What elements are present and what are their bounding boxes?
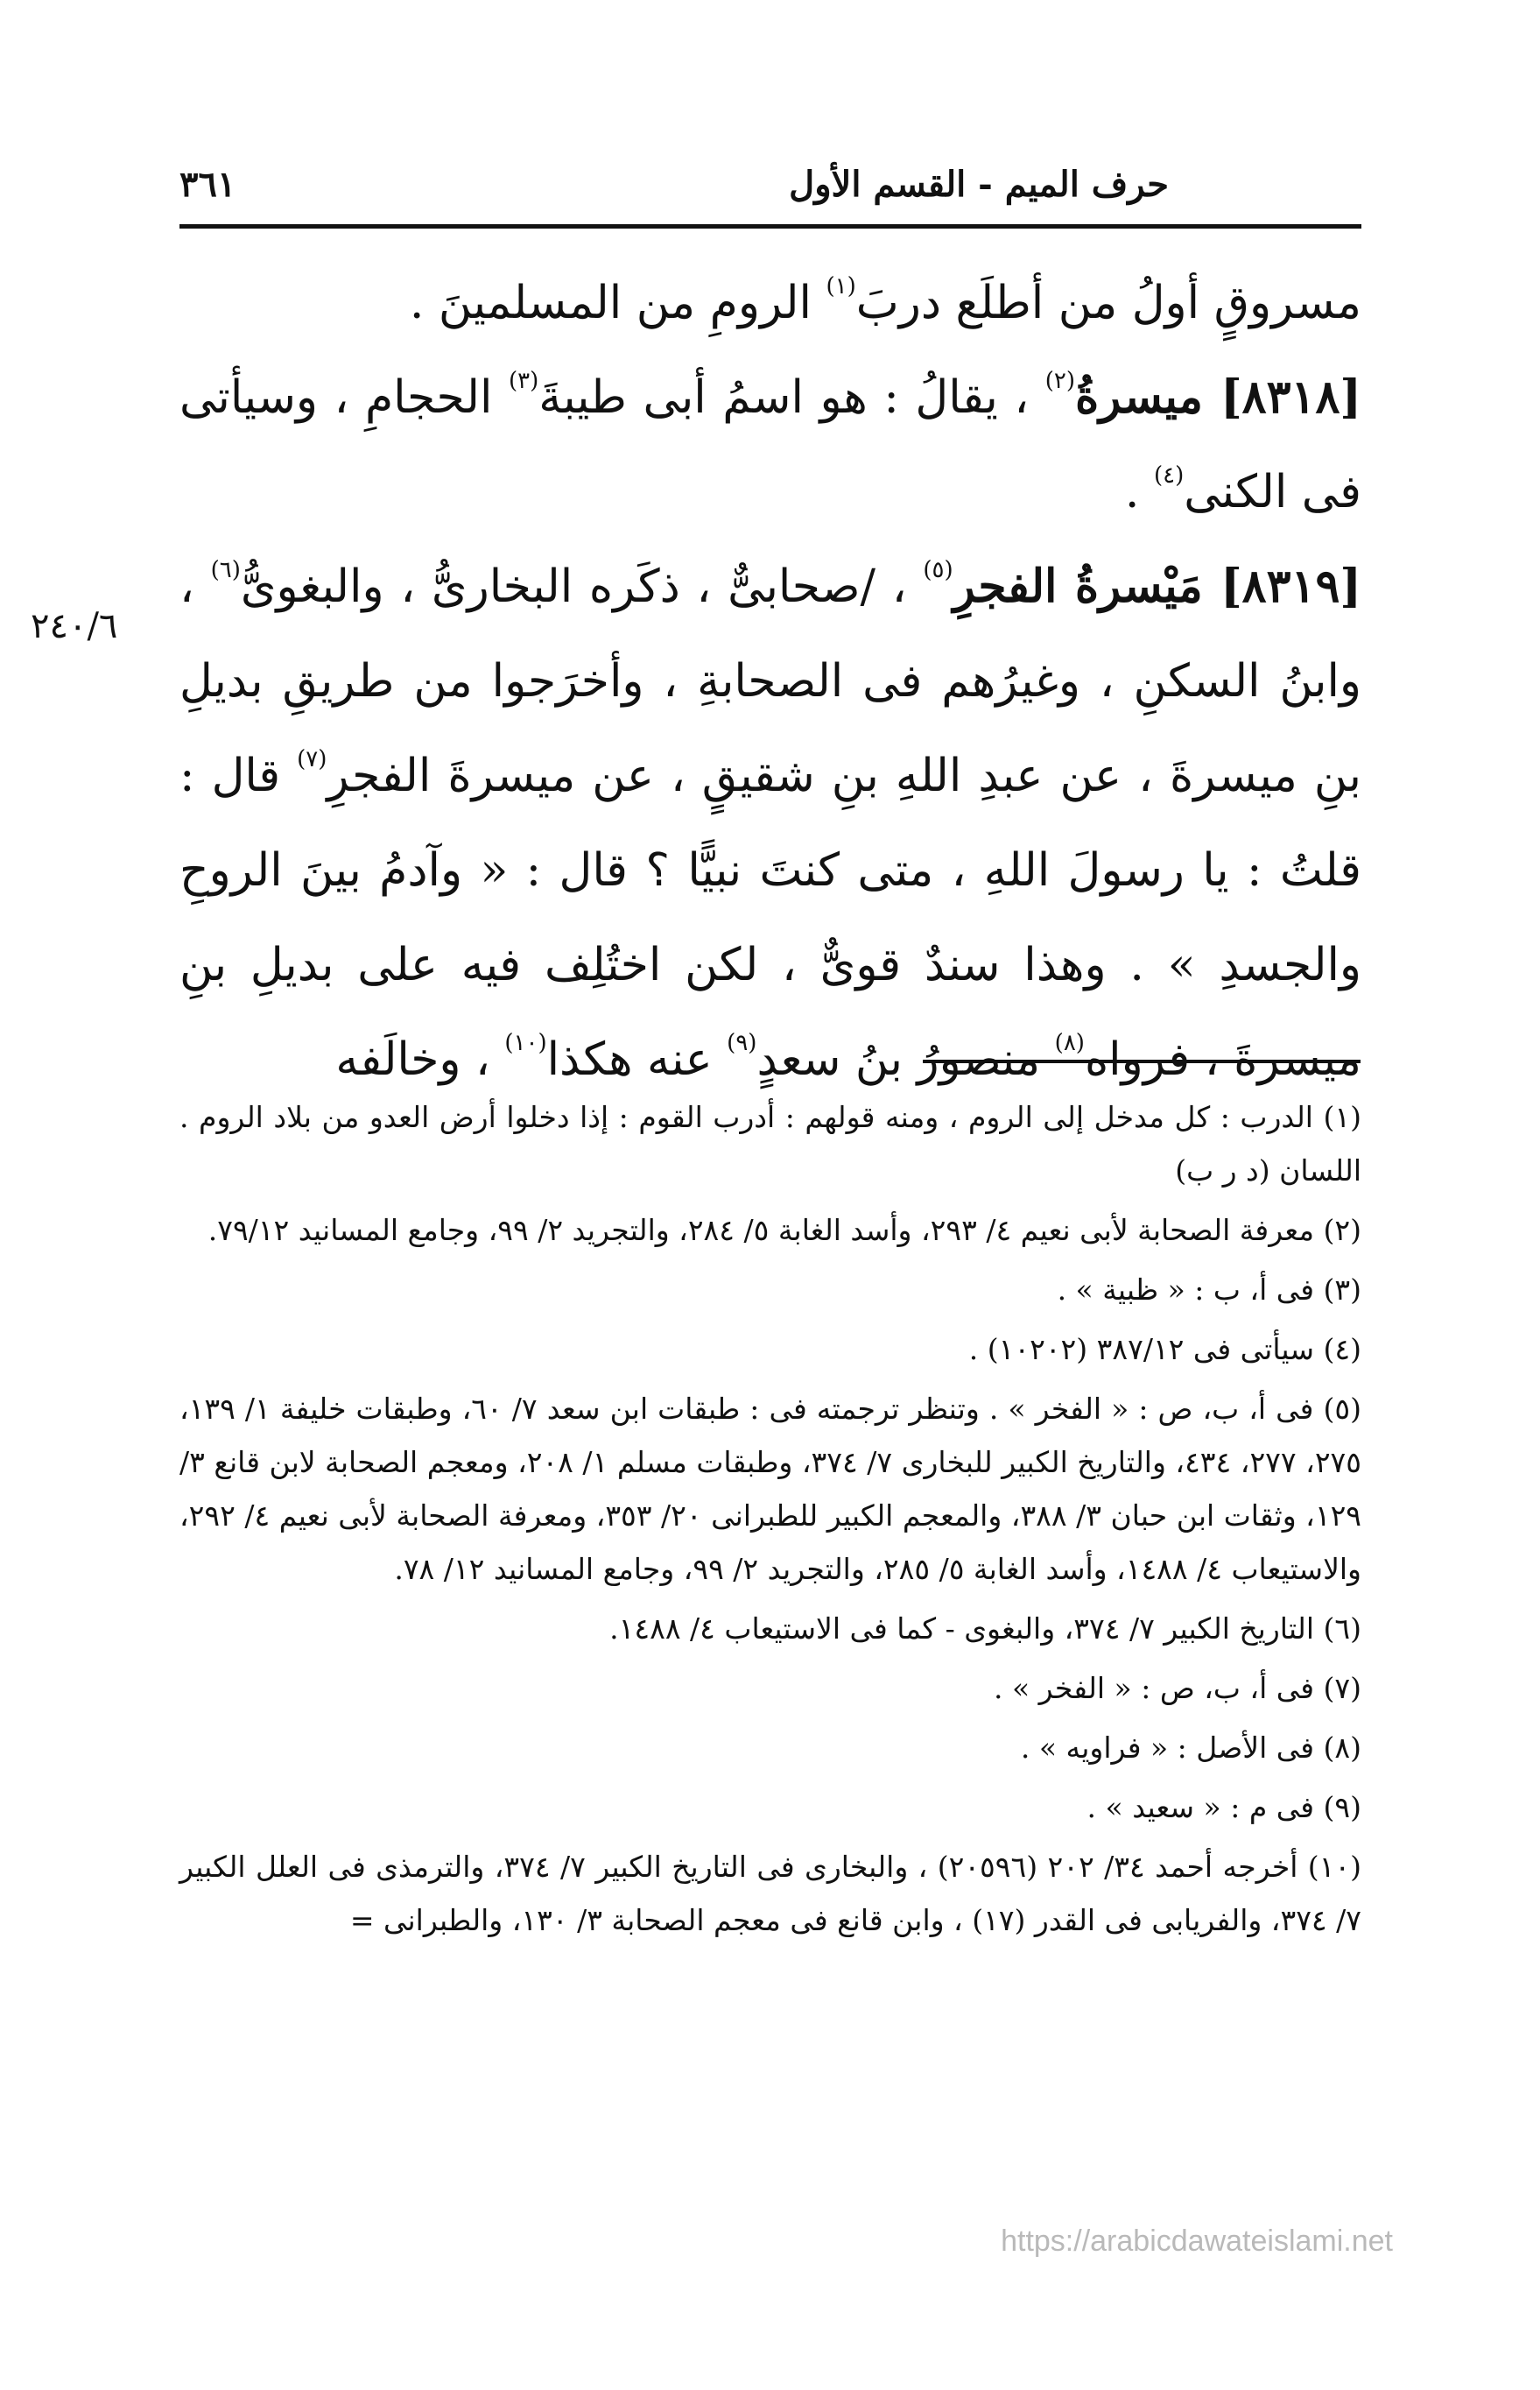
footnote-marker: (٦) — [210, 557, 241, 583]
text-segment: عنه هكذا — [546, 1033, 728, 1086]
footnote-marker: (٨) — [1054, 1030, 1085, 1056]
main-text — [179, 256, 1361, 1107]
entry-number: [٨٣١٩] — [1220, 560, 1361, 613]
footnote-6: (٦) التاريخ الكبير ٧/ ٣٧٤، والبغوى - كما فى الاستيعاب ٤/ ١٤٨٨. — [609, 1611, 1361, 1646]
entry-name: ميسرةُ — [1075, 370, 1221, 424]
footnote-marker: (٤) — [1153, 462, 1185, 489]
footnote-2: (٢) معرفة الصحابة لأبى نعيم ٤/ ٢٩٣، وأسد الغابة ٥/ ٢٨٤، والتجريد ٢/ ٩٩، وجامع المسانيد ٧٩/١٢. — [207, 1213, 1361, 1247]
footnote-marker: (٧) — [297, 746, 327, 772]
text-segment: . — [1124, 466, 1154, 518]
running-title: حرف الميم - القسم الأول — [789, 163, 1169, 205]
watermark-url: https://arabicdawateislami.net — [1001, 2224, 1393, 2258]
footnote-4: (٤) سيأتى فى ٣٨٧/١٢ (١٠٢٠٢) . — [968, 1332, 1361, 1366]
page-header — [179, 149, 1361, 219]
text-segment: مسروقٍ أولُ من أطلَع دربَ — [855, 277, 1361, 329]
entry-8319 — [179, 539, 1361, 1107]
footnote-marker: (٢) — [1044, 368, 1076, 394]
entry-name: مَيْسرةُ الفجرِ — [953, 560, 1221, 613]
text-segment: ، وابنُ السكنِ ، وغيرُهم فى الصحابةِ ، وأخرَجوا من طريقِ بديلِ بنِ ميسرةَ ، عن عبدِ اللهِ بنِ شقيقٍ ، عن ميسرةَ الفجرِ — [179, 560, 1361, 802]
text-segment: ، يقالُ : هو اسمُ أبى طيبةَ — [538, 371, 1045, 424]
footnotes — [179, 1090, 1361, 1953]
header-rule — [179, 224, 1361, 229]
page-number: ٣٦١ — [179, 163, 236, 205]
footnote-marker: (٩) — [727, 1030, 757, 1056]
footnote-marker: (٣) — [508, 368, 539, 394]
text-segment: الحجامِ ، وسيأتى فى الكنى — [179, 371, 1361, 518]
footnote-9: (٩) فى م : « سعيد » . — [1086, 1790, 1361, 1824]
margin-reference: ٢٤٠/٦ — [31, 606, 118, 646]
entry-8318 — [179, 350, 1361, 539]
footnote-7: (٧) فى أ، ب، ص : « الفخر » . — [993, 1671, 1361, 1705]
footnote-5: (٥) فى أ، ب، ص : « الفخر » . وتنظر ترجمته فى : طبقات ابن سعد ٧/ ٦٠، وطبقات خليفة ١/ ١٣٩، ٢٧٥، ٢٧٧، ٤٣٤، والتاريخ الكبير للبخارى ٧/ ٣٧٤، وطبقات مسلم ١/ ٢٠٨، ومعجم الصحابة لابن قانع ٣/ ١٢٩، وثقات ابن حبان ٣/ ٣٨٨، والمعجم الكبير للطبرانى ٢٠/ ٣٥٣، ومعرفة الصحابة لأبى نعيم ٤/ ٢٩٢، والاستيعاب ٤/ ١٤٨٨، وأسد الغابة ٥/ ٢٨٥، والتجريد ٢/ ٩٩، وجامع المسانيد ١٢/ ٧٨. — [179, 1392, 1362, 1586]
text-segment: قال : قلتُ : يا رسولَ اللهِ ، متى كنتَ نبيًّا ؟ قال : « وآدمُ بينَ الروحِ والجسدِ » . وهذا سندٌ قوىٌّ ، لكن اختُلِف فيه على بديلِ بنِ ميسرةَ ، فرواه — [179, 750, 1361, 1086]
entry-number: [٨٣١٨] — [1220, 370, 1361, 424]
footnote-8: (٨) فى الأصل : « فراويه » . — [1020, 1731, 1361, 1765]
paragraph-continuation — [179, 256, 1361, 350]
footnote-marker: (٥) — [923, 557, 953, 583]
footnote-marker: (١) — [826, 273, 856, 300]
footnote-3: (٣) فى أ، ب : « ظبية » . — [1057, 1273, 1361, 1307]
footnote-1: (١) الدرب : كل مدخل إلى الروم ، ومنه قولهم : أدرب القوم : إذا دخلوا أرض العدو من بلاد الروم . اللسان (د ر ب) — [179, 1100, 1361, 1188]
footnote-marker: (١٠) — [504, 1030, 547, 1056]
footnote-10: (١٠) أخرجه أحمد ٣٤/ ٢٠٢ (٢٠٥٩٦) ، والبخارى فى التاريخ الكبير ٧/ ٣٧٤، والترمذى فى العلل الكبير ٧/ ٣٧٤، والفريابى فى القدر (١٧) ، وابن قانع فى معجم الصحابة ٣/ ١٣٠، والطبرانى = — [179, 1850, 1362, 1937]
text-segment: ، وخالَفه — [335, 1033, 505, 1086]
text-segment: منصورُ بنُ سعدٍ — [756, 1033, 1055, 1086]
footnote-rule — [923, 1060, 1361, 1063]
text-segment: الرومِ من المسلمينَ . — [409, 277, 826, 329]
text-segment: ، /صحابىٌّ ، ذكَره البخارىُّ ، والبغوىُّ — [240, 560, 924, 613]
